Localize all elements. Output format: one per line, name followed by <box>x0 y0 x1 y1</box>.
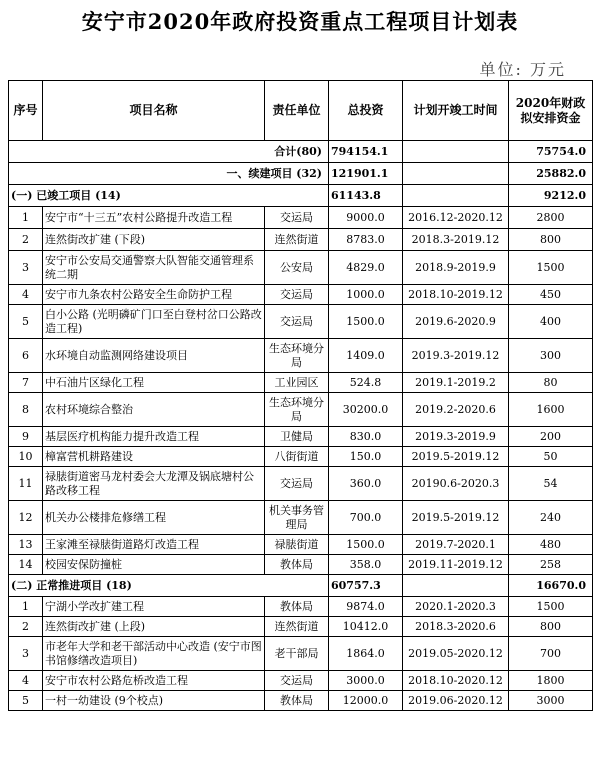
continued-budget: 25882.0 <box>509 163 593 185</box>
row-seq: 1 <box>9 597 43 617</box>
table-row <box>9 339 593 373</box>
row-invest: 3000.0 <box>329 671 403 691</box>
row-dept: 机关事务管理局 <box>265 501 329 535</box>
row-dept: 交运局 <box>265 305 329 339</box>
row-dept: 八街街道 <box>265 447 329 467</box>
row-project-name: 基层医疗机构能力提升改造工程 <box>43 427 265 447</box>
normal-section-label: (二) 正常推进项目 (18) <box>9 575 329 597</box>
row-project-name: 安宁市农村公路危桥改造工程 <box>43 671 265 691</box>
row-dept: 生态环境分局 <box>265 393 329 427</box>
total-invest: 794154.1 <box>329 141 403 163</box>
row-period: 2018.10-2019.12 <box>403 285 509 305</box>
header-name: 项目名称 <box>43 81 265 141</box>
row-period: 2016.12-2020.12 <box>403 207 509 229</box>
table-row <box>9 447 593 467</box>
row-period: 2019.06-2020.12 <box>403 691 509 711</box>
row-project-name: 水环境自动监测网络建设项目 <box>43 339 265 373</box>
row-project-name: 安宁市九条农村公路安全生命防护工程 <box>43 285 265 305</box>
row-dept: 公安局 <box>265 251 329 285</box>
row-dept: 交运局 <box>265 285 329 305</box>
row-period: 2019.1-2019.2 <box>403 373 509 393</box>
row-period: 2019.6-2020.9 <box>403 305 509 339</box>
row-budget: 2800 <box>509 207 593 229</box>
project-table <box>8 80 593 711</box>
row-project-name: 农村环境综合整治 <box>43 393 265 427</box>
row-invest: 524.8 <box>329 373 403 393</box>
row-invest: 700.0 <box>329 501 403 535</box>
row-project-name: 机关办公楼排危修缮工程 <box>43 501 265 535</box>
row-seq: 6 <box>9 339 43 373</box>
row-project-name: 白小公路 (光明磷矿门口至白登村岔口公路改造工程) <box>43 305 265 339</box>
row-period: 2018.9-2019.9 <box>403 251 509 285</box>
row-dept: 老干部局 <box>265 637 329 671</box>
row-invest: 1864.0 <box>329 637 403 671</box>
row-seq: 11 <box>9 467 43 501</box>
row-period: 2019.3-2019.12 <box>403 339 509 373</box>
row-budget: 50 <box>509 447 593 467</box>
header-row <box>9 81 593 141</box>
row-seq: 4 <box>9 671 43 691</box>
row-project-name: 一村一幼建设 (9个校点) <box>43 691 265 711</box>
row-budget: 450 <box>509 285 593 305</box>
completed-section-row <box>9 185 593 207</box>
row-project-name: 中石油片区绿化工程 <box>43 373 265 393</box>
normal-section-budget: 16670.0 <box>509 575 593 597</box>
completed-section-label: (一) 已竣工项目 (14) <box>9 185 329 207</box>
row-project-name: 校园安保防撞桩 <box>43 555 265 575</box>
row-dept: 禄脿街道 <box>265 535 329 555</box>
table-row <box>9 393 593 427</box>
table-row <box>9 535 593 555</box>
row-invest: 9000.0 <box>329 207 403 229</box>
table-row <box>9 691 593 711</box>
row-dept: 交运局 <box>265 467 329 501</box>
row-period: 2019.3-2019.9 <box>403 427 509 447</box>
header-total: 总投资 <box>329 81 403 141</box>
row-invest: 150.0 <box>329 447 403 467</box>
row-budget: 800 <box>509 617 593 637</box>
row-project-name: 市老年大学和老干部活动中心改造 (安宁市图书馆修缮改造项目) <box>43 637 265 671</box>
row-dept: 教体局 <box>265 691 329 711</box>
row-seq: 10 <box>9 447 43 467</box>
row-period: 2018.3-2019.12 <box>403 229 509 251</box>
row-dept: 卫健局 <box>265 427 329 447</box>
row-project-name: 安宁市公安局交通警察大队智能交通管理系统二期 <box>43 251 265 285</box>
continued-label: 一、续建项目 (32) <box>9 163 329 185</box>
row-dept: 工业园区 <box>265 373 329 393</box>
row-budget: 1800 <box>509 671 593 691</box>
row-budget: 300 <box>509 339 593 373</box>
row-seq: 13 <box>9 535 43 555</box>
unit-label: 单位: 万元 <box>479 60 566 79</box>
total-label: 合计(80) <box>9 141 329 163</box>
table-row <box>9 617 593 637</box>
row-budget: 54 <box>509 467 593 501</box>
row-budget: 480 <box>509 535 593 555</box>
row-budget: 3000 <box>509 691 593 711</box>
row-dept: 交运局 <box>265 671 329 691</box>
row-invest: 12000.0 <box>329 691 403 711</box>
table-row <box>9 467 593 501</box>
row-budget: 200 <box>509 427 593 447</box>
row-dept: 连然街道 <box>265 617 329 637</box>
row-budget: 1600 <box>509 393 593 427</box>
table-row <box>9 207 593 229</box>
table-row <box>9 251 593 285</box>
row-invest: 4829.0 <box>329 251 403 285</box>
row-period: 2019.5-2019.12 <box>403 501 509 535</box>
row-period: 2018.3-2020.6 <box>403 617 509 637</box>
normal-section-row <box>9 575 593 597</box>
normal-section-invest: 60757.3 <box>329 575 403 597</box>
table-row <box>9 637 593 671</box>
row-seq: 3 <box>9 251 43 285</box>
row-period: 2020.1-2020.3 <box>403 597 509 617</box>
row-project-name: 王家滩至禄脿街道路灯改造工程 <box>43 535 265 555</box>
total-row <box>9 141 593 163</box>
table-row <box>9 285 593 305</box>
row-seq: 2 <box>9 617 43 637</box>
table-row <box>9 229 593 251</box>
row-seq: 7 <box>9 373 43 393</box>
continued-period-empty <box>403 163 509 185</box>
header-dept: 责任单位 <box>265 81 329 141</box>
row-invest: 8783.0 <box>329 229 403 251</box>
row-invest: 1409.0 <box>329 339 403 373</box>
table-row <box>9 555 593 575</box>
row-budget: 258 <box>509 555 593 575</box>
row-period: 2019.2-2020.6 <box>403 393 509 427</box>
row-period: 2019.05-2020.12 <box>403 637 509 671</box>
row-seq: 1 <box>9 207 43 229</box>
row-seq: 14 <box>9 555 43 575</box>
table-row <box>9 671 593 691</box>
row-invest: 9874.0 <box>329 597 403 617</box>
completed-section-budget: 9212.0 <box>509 185 593 207</box>
row-seq: 5 <box>9 305 43 339</box>
header-budget: 2020年财政拟安排资金 <box>509 81 593 141</box>
row-invest: 830.0 <box>329 427 403 447</box>
row-project-name: 连然街改扩建 (下段) <box>43 229 265 251</box>
completed-section-period-empty <box>403 185 509 207</box>
row-seq: 5 <box>9 691 43 711</box>
row-seq: 2 <box>9 229 43 251</box>
row-seq: 12 <box>9 501 43 535</box>
table-row <box>9 501 593 535</box>
row-invest: 10412.0 <box>329 617 403 637</box>
page-title: 安宁市2020年政府投资重点工程项目计划表 <box>81 9 519 34</box>
row-period: 2019.7-2020.1 <box>403 535 509 555</box>
row-invest: 1000.0 <box>329 285 403 305</box>
header-seq: 序号 <box>9 81 43 141</box>
row-budget: 800 <box>509 229 593 251</box>
header-period: 计划开竣工时间 <box>403 81 509 141</box>
normal-section-period-empty <box>403 575 509 597</box>
row-dept: 连然街道 <box>265 229 329 251</box>
row-budget: 240 <box>509 501 593 535</box>
table-row <box>9 427 593 447</box>
row-period: 2018.10-2020.12 <box>403 671 509 691</box>
table-row <box>9 305 593 339</box>
continued-row <box>9 163 593 185</box>
row-period: 2019.5-2019.12 <box>403 447 509 467</box>
row-invest: 1500.0 <box>329 535 403 555</box>
row-project-name: 禄脿街道密马龙村委会大龙潭及锅底塘村公路改移工程 <box>43 467 265 501</box>
row-period: 2019.11-2019.12 <box>403 555 509 575</box>
row-project-name: 安宁市“十三五”农村公路提升改造工程 <box>43 207 265 229</box>
row-invest: 358.0 <box>329 555 403 575</box>
row-invest: 360.0 <box>329 467 403 501</box>
completed-section-invest: 61143.8 <box>329 185 403 207</box>
row-invest: 30200.0 <box>329 393 403 427</box>
row-budget: 1500 <box>509 597 593 617</box>
row-seq: 8 <box>9 393 43 427</box>
row-dept: 交运局 <box>265 207 329 229</box>
row-budget: 700 <box>509 637 593 671</box>
table-row <box>9 597 593 617</box>
row-invest: 1500.0 <box>329 305 403 339</box>
table-row <box>9 373 593 393</box>
total-period-empty <box>403 141 509 163</box>
total-budget: 75754.0 <box>509 141 593 163</box>
row-budget: 400 <box>509 305 593 339</box>
row-period: 20190.6-2020.3 <box>403 467 509 501</box>
row-project-name: 宁湖小学改扩建工程 <box>43 597 265 617</box>
row-project-name: 樟富营机耕路建设 <box>43 447 265 467</box>
row-dept: 教体局 <box>265 597 329 617</box>
row-seq: 3 <box>9 637 43 671</box>
row-budget: 80 <box>509 373 593 393</box>
continued-invest: 121901.1 <box>329 163 403 185</box>
row-budget: 1500 <box>509 251 593 285</box>
row-dept: 教体局 <box>265 555 329 575</box>
row-seq: 4 <box>9 285 43 305</box>
row-seq: 9 <box>9 427 43 447</box>
row-project-name: 连然街改扩建 (上段) <box>43 617 265 637</box>
row-dept: 生态环境分局 <box>265 339 329 373</box>
